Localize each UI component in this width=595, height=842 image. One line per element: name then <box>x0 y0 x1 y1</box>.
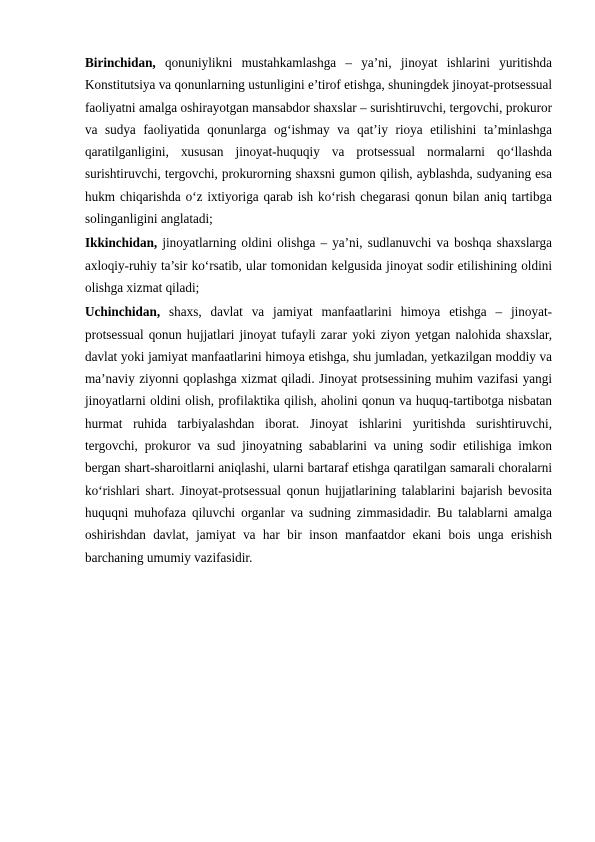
document-body <box>85 52 552 569</box>
paragraph-first <box>85 52 552 230</box>
paragraph-text: qonuniylikni mustahkamlashga – ya’ni, jinoyat ishlarini yuritishda Konstitutsiya va qonunlarning ustunligini e’tirof etishga, shuningdek jinoyat-protsessual faoliyatni amalga oshirayotgan mansabdor shaxslar – surishtiruvchi, tergovchi, prokuror va sudya faoliyatida qonunlarga og‘ishmay va qat’iy rioya etilishini ta’minlashga qaratilganligini, xususan jinoyat-huquqiy va protsessual normalarni qo‘llashda surishtiruvchi, tergovchi, prokurorning shaxsni gumon qilish, ayblashda, sudyaning esa hukm chiqarishda o‘z ixtiyoriga qarab ish ko‘rish chegarasi qonun bilan aniq tartibga solinganligini anglatadi; <box>85 55 552 227</box>
paragraph-text: jinoyatlarning oldini olishga – ya’ni, sudlanuvchi va boshqa shaxslarga axloqiy-ruhiy ta’sir ko‘rsatib, ular tomonidan kelgusida jinoyat sodir etilishining oldini olishga xizmat qiladi; <box>85 235 552 295</box>
paragraph-second <box>85 232 552 299</box>
paragraph-lead: Birinchidan, <box>85 55 156 70</box>
paragraph-text: shaxs, davlat va jamiyat manfaatlarini himoya etishga – jinoyat-protsessual qonun hujjatlari jinoyat tufayli zarar yoki ziyon yetgan nalohida shaxslar, davlat yoki jamiyat manfaatlarini himoya etishga, shu jumladan, yetkazilgan moddiy va ma’naviy ziyonni qoplashga xizmat qiladi. Jinoyat protsessining muhim vazifasi yangi jinoyatlarni oldini olish, profilaktika qilish, aholini qonun va huquq-tartibotga nisbatan hurmat ruhida tarbiyalashdan iborat. Jinoyat ishlarini yuritishda surishtiruvchi, tergovchi, prokuror va sud jinoyatning sabablarini va uning sodir etilishiga imkon bergan shart-sharoitlarni aniqlashi, ularni bartaraf etishga qaratilgan samarali choralarni ko‘rishlari shart. Jinoyat-protsessual qonun hujjatlarining talablarini bajarish bevosita huquqni muhofaza qiluvchi organlar va sudning zimmasidadir. Bu talablarni amalga oshirishdan davlat, jamiyat va har bir inson manfaatdor ekani bois unga erishish barchaning umumiy vazifasidir. <box>85 304 552 565</box>
paragraph-third <box>85 301 552 569</box>
paragraph-lead: Uchinchidan, <box>85 304 161 320</box>
paragraph-lead: Ikkinchidan, <box>85 235 158 251</box>
